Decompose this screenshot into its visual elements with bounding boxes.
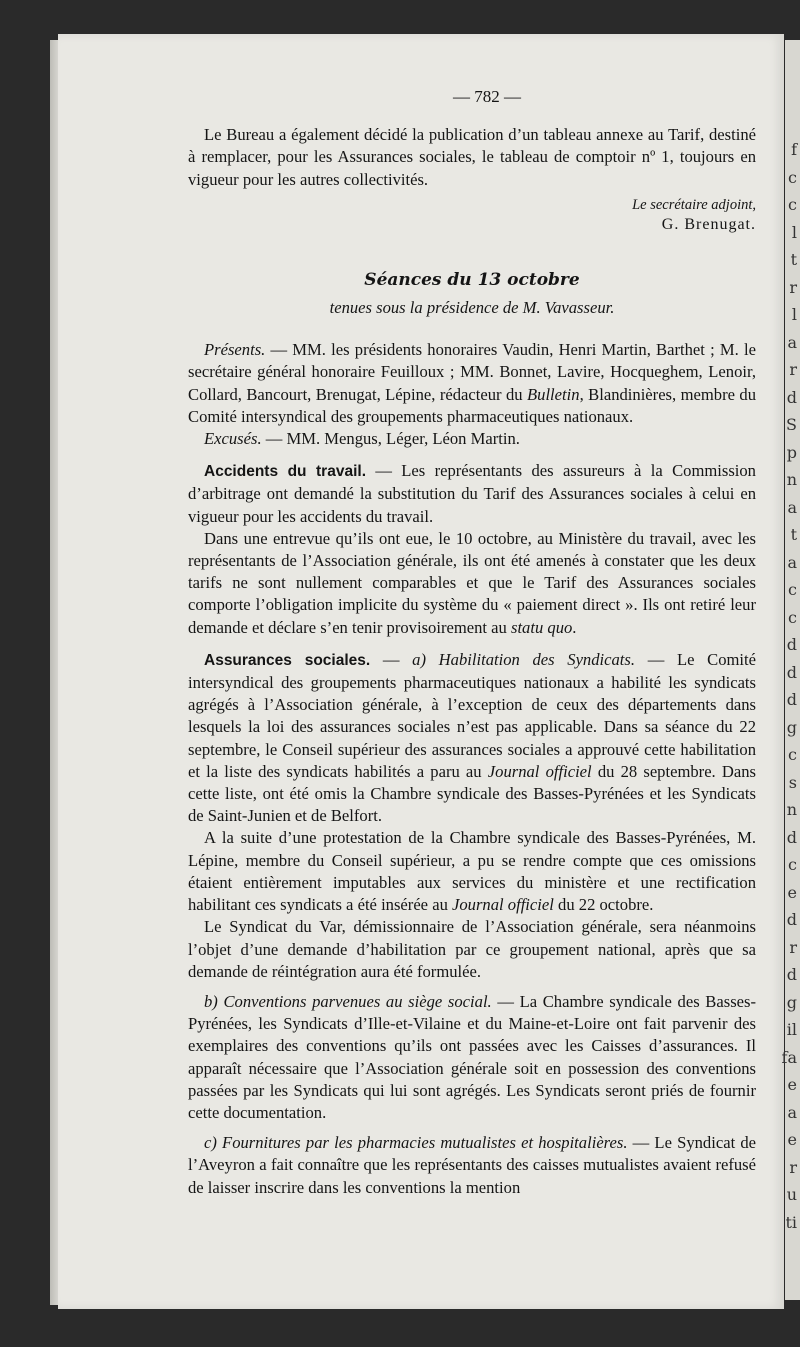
accidents-paragraph-2 [188,528,756,639]
journal-officiel-2: Journal officiel [452,895,554,915]
statu-quo: statu quo [510,617,573,637]
presents-text-1: — MM. les présidents honoraires Vaudin, Henri Martin, Barthet ; M. le secrétaire général honoraire Feuilloux ; MM. Bonnet, Lavire, Hocqueghem, Lenoir, Collard, Bancourt, Brenugat, Lépine, rédacteur du [188,340,756,404]
adjacent-page-fragment: a [787,332,797,352]
accidents-label: Accidents du travail. [204,463,366,481]
adjacent-page-fragment: d [786,910,797,929]
assurances-label: Assurances sociales. [204,651,371,669]
signature-name: G. Brenugat. [661,215,756,233]
bulletin-title: Bulletin [527,384,580,404]
adjacent-page-fragment: n [786,800,797,819]
adjacent-page-fragment: e [787,882,797,902]
page-number: — 782 — [453,87,521,106]
excuses-paragraph [188,428,756,450]
adjacent-page-fragment: t [790,525,797,544]
assurances-dash: — [370,649,413,669]
adjacent-page-fragment: e [787,1130,797,1149]
adjacent-page-fragment: d [786,662,797,682]
adjacent-page-fragments [781,0,800,1347]
habilitation-label: a) Habilitation des Syndicats. [412,649,636,669]
adjacent-page-fragment: f [791,140,797,159]
adjacent-page-fragment: c [788,607,797,627]
adjacent-page-fragment: p [786,442,797,462]
conventions-paragraph [188,991,756,1124]
adjacent-page-fragment: a [787,497,797,517]
adjacent-page-fragment: d [786,965,797,984]
adjacent-page-fragment: d [786,635,797,654]
protestation-paragraph [188,827,756,916]
habilitation-text-1: — Le Comité intersyndical des groupements pharmaceutiques nationaux a habilité les syndicats agrégés à l’Association générale, à l’exception de ceux des départements dans lesquels la loi des assurances sociales n’est pas applicable. Dans sa séance du 22 septembre, le Conseil supérieur des assurances sociales a approuvé cette habilitation et la liste des syndicats habilités a paru au [188,649,757,781]
section-title: Séances du 13 octobre [364,269,580,290]
adjacent-page-fragment: r [789,277,797,297]
var-paragraph: Le Syndicat du Var, démissionnaire de l’Association générale, sera néanmoins l’objet d’une demande d’habilitation par ce groupement national, après que sa demande de réintégration aura été formulée. [188,917,756,981]
adjacent-page-fragment: d [786,690,797,709]
adjacent-page-fragment: g [786,992,797,1012]
adjacent-page-fragment: g [786,717,797,737]
adjacent-page-fragment: c [788,855,797,874]
excuses-label: Excusés. [204,429,262,449]
adjacent-page-fragment: s [788,772,797,792]
adjacent-page-fragment: d [786,387,797,407]
conventions-label: b) Conventions parvenues au siège social. [204,991,492,1011]
adjacent-page-fragment: fa [781,1047,797,1067]
signature-block [188,195,756,235]
adjacent-page-fragment: ti [785,1212,797,1232]
adjacent-page-fragment: c [788,167,797,187]
page-content [188,86,756,1199]
accidents-paragraph [188,460,756,528]
adjacent-page-fragment: c [788,195,797,214]
presents-paragraph [188,339,756,428]
conventions-text: — La Chambre syndicale des Basses-Pyrénées, les Syndicats d’Ille-et-Vilaine et du Maine-et-Loire ont fait parvenir des exemplaires des conventions qu’ils ont passées avec les Caisses d’assurances. Il apparaît nécessaire que l’Association générale soit en possession des conventions passées par les Syndicats qui lui sont agrégés. Les Syndicats seront priés de fournir cette documentation. [188,991,756,1122]
adjacent-page-fragment: e [787,1075,797,1094]
adjacent-page-fragment: u [786,1185,797,1204]
adjacent-page-fragment: S [786,415,797,434]
adjacent-page-fragment: r [789,937,797,957]
habilitation-text-2: du 28 septembre. Dans cette liste, ont été omis la Chambre syndicale des Basses-Pyrénées et les Syndicats de Saint-Junien et de Belfort. [188,761,756,826]
protestation-text-2: du 22 octobre. [553,895,654,915]
adjacent-page-fragment: il [786,1020,797,1039]
adjacent-page-fragment: a [787,1102,797,1122]
adjacent-page-fragment: d [786,827,797,847]
adjacent-page-fragment: n [786,470,797,489]
fournitures-label: c) Fournitures par les pharmacies mutualistes et hospitalières. [204,1133,628,1153]
assurances-paragraph [188,649,756,828]
protestation-text-1: A la suite d’une protestation de la Chambre syndicale des Basses-Pyrénées, M. Lépine, membre du Conseil supérieur, a pu se rendre compte que ces omissions étaient entièrement imputables aux services du ministère et une rectification habilitant ces syndicats a été insérée au [188,828,756,915]
adjacent-page-fragment: r [789,360,797,379]
journal-officiel-1: Journal officiel [487,761,592,781]
accidents-text: — Les représentants des assureurs à la Commission d’arbitrage ont demandé la substitution du Tarif des Assurances sociales à celui en vigueur pour les accidents du travail. [188,461,756,526]
accidents-p2-after: . [572,617,577,637]
adjacent-page-fragment: c [788,580,797,599]
adjacent-page-fragment: l [791,222,797,242]
adjacent-page-fragment: a [787,552,797,572]
fournitures-paragraph [188,1132,756,1199]
fournitures-text: — Le Syndicat de l’Aveyron a fait connaître que les représentants des caisses mutualistes avaient refusé de laisser inscrire dans les conventions la mention [188,1133,757,1197]
adjacent-page-fragment: t [790,250,797,269]
accidents-p2-before: Dans une entrevue qu’ils ont eue, le 10 octobre, au Ministère du travail, avec les représentants de l’Association générale, ils ont été amenés à constater que les deux tarifs ne sont nullement comparables et que le Tarif des Assurances sociales comporte l’obligation implicite du système du « paiement direct ». Ils ont retiré leur demande et déclare s’en tenir provisoirement au [188,528,756,637]
signature-title: Le secrétaire adjoint, [632,196,756,213]
adjacent-page-fragment: r [789,1157,797,1177]
excuses-text: — MM. Mengus, Léger, Léon Martin. [261,429,520,449]
adjacent-page-fragment: c [788,745,797,764]
intro-paragraph: Le Bureau a également décidé la publication d’un tableau annexe au Tarif, destiné à remplacer, pour les Assurances sociales, le tableau de comptoir nº 1, toujours en vigueur pour les autres collectivités. [188,125,756,189]
presents-label: Présents. [204,340,266,360]
adjacent-page-fragment: l [791,305,797,324]
section-subtitle: tenues sous la présidence de M. Vavasseur. [329,298,615,318]
presents-text-2: , Blandinières, membre du Comité intersyndical des groupements pharmaceutiques nationaux. [188,384,756,426]
